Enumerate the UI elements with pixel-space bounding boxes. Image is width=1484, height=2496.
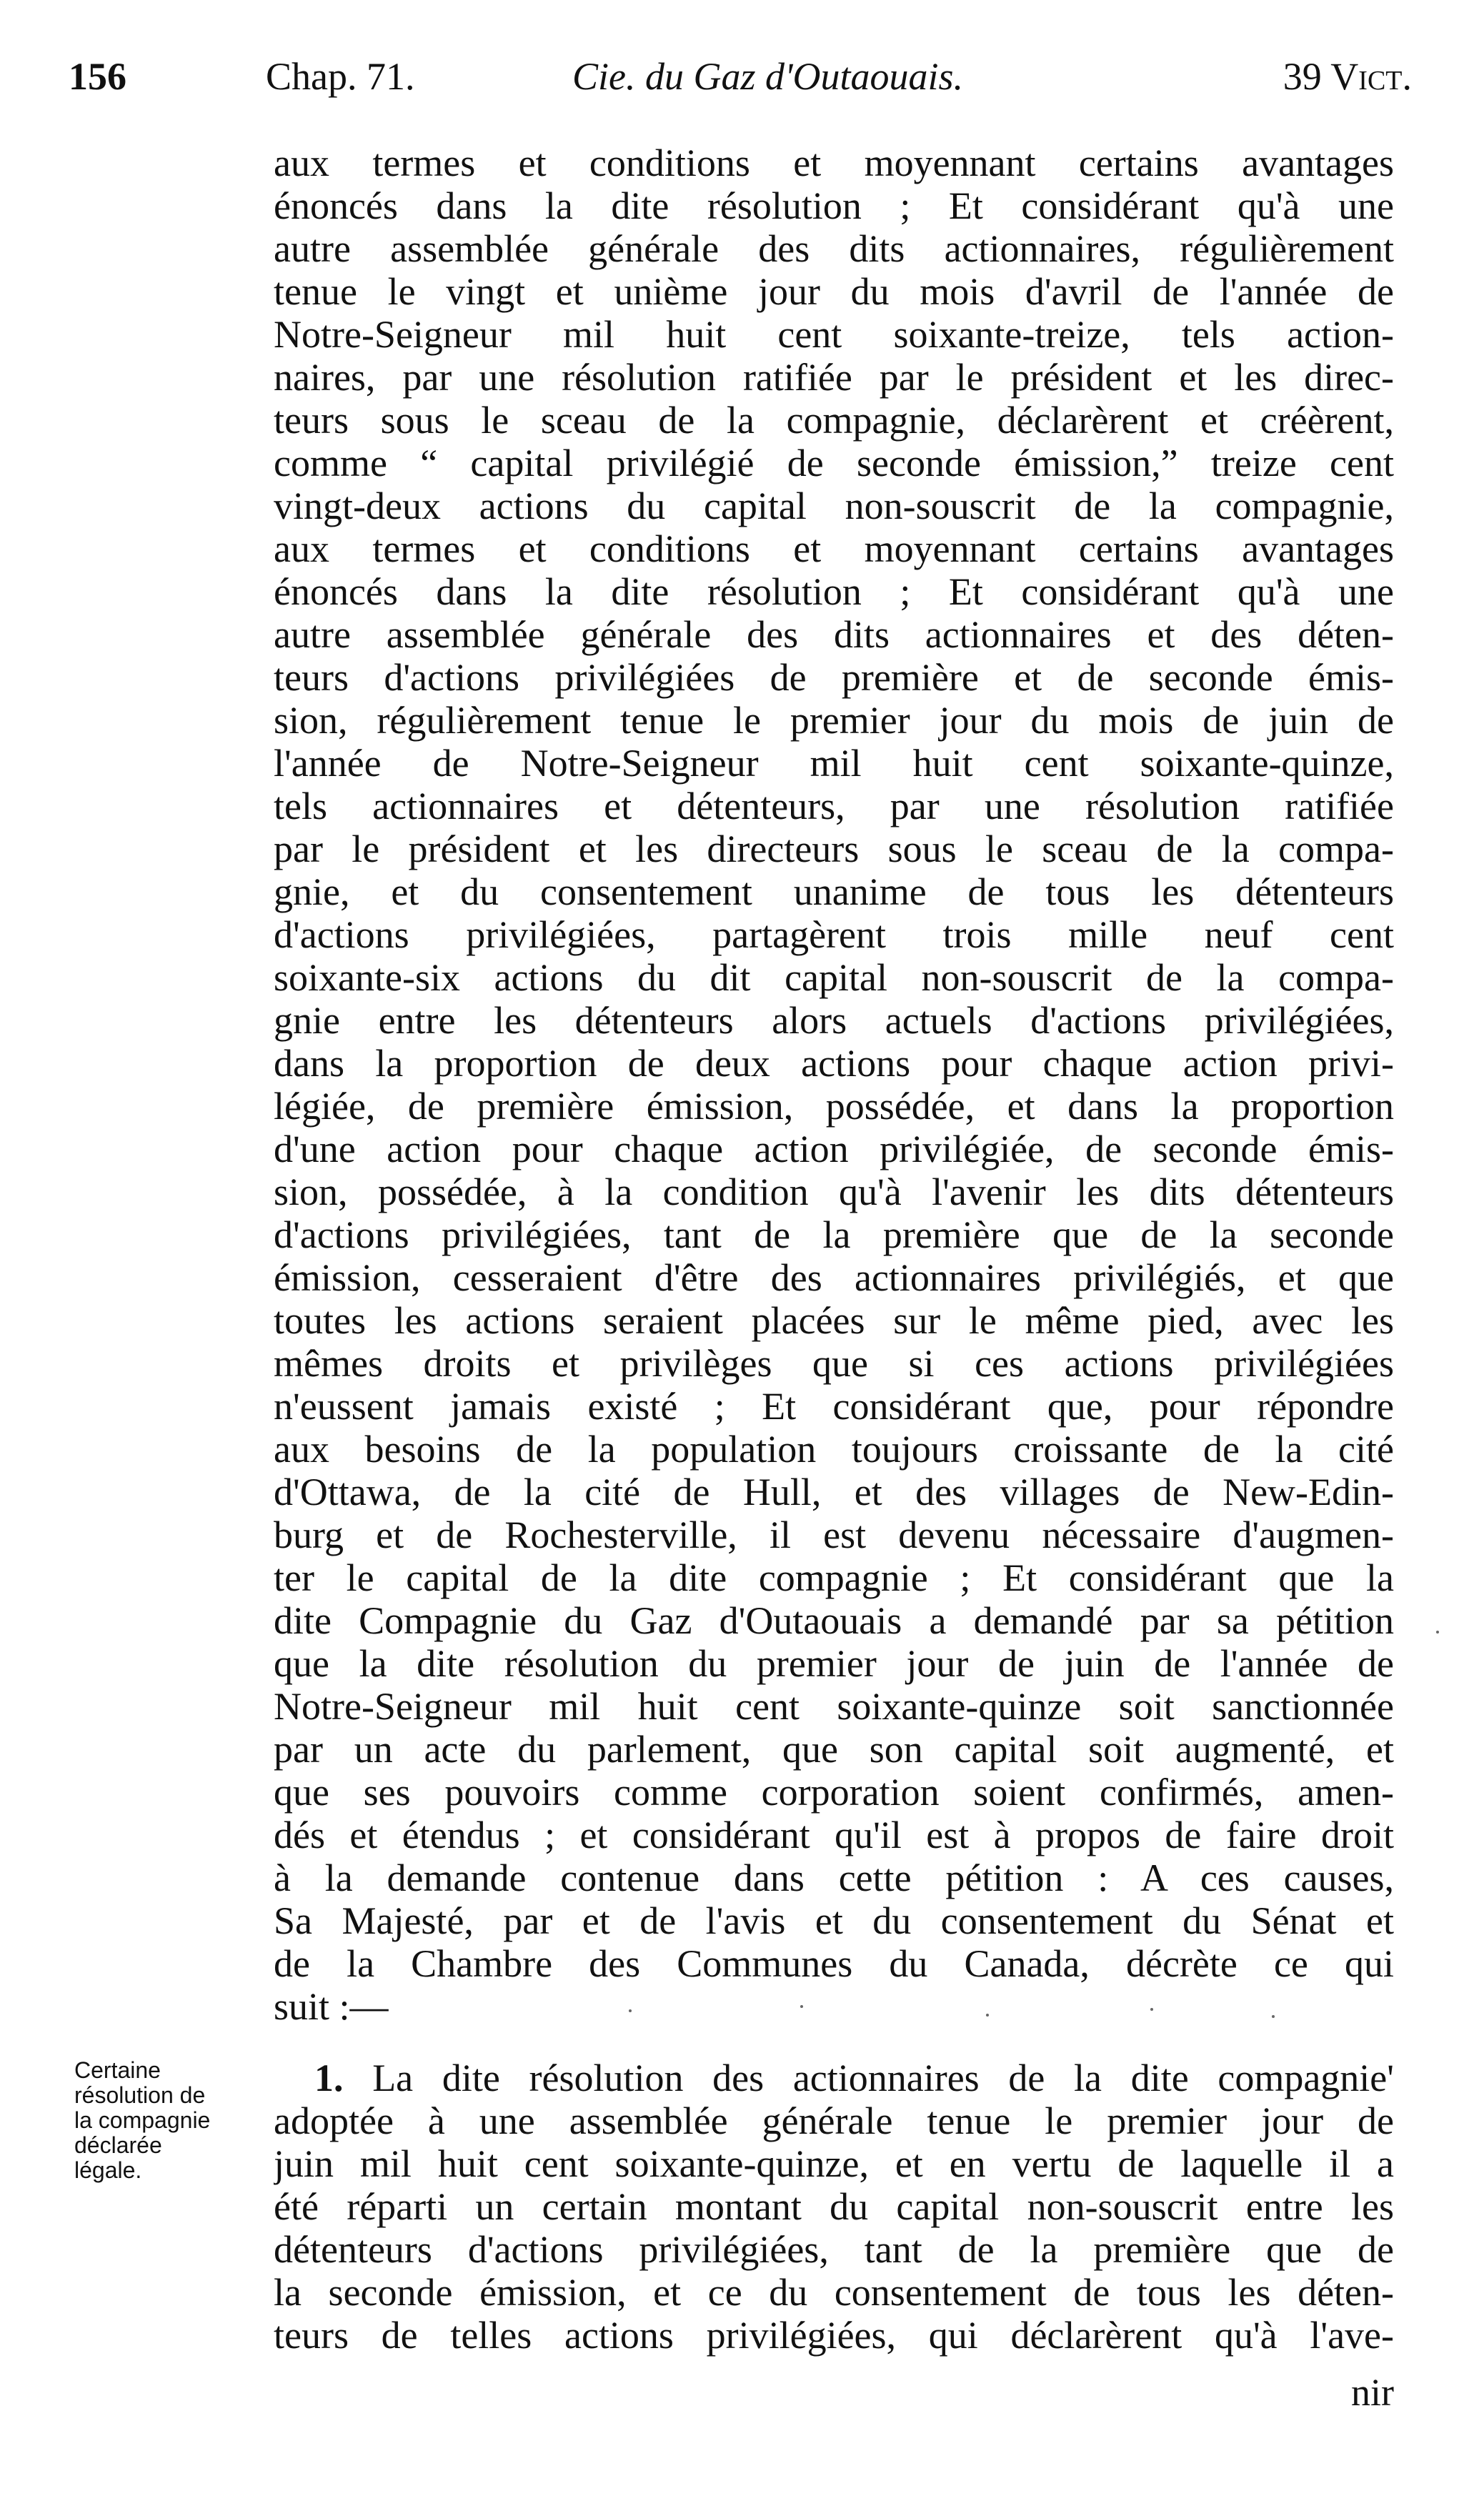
running-header [69,44,1412,109]
section-first-line [314,2057,1394,2099]
preamble-line: l'année de Notre-Seigneur mil huit cent soixante-quinze, [274,742,1394,785]
preamble-line: d'actions privilégiées, partagèrent trois mille neuf cent [274,913,1394,956]
preamble-line: aux termes et conditions et moyennant certains avantages [274,527,1394,570]
preamble-line: énoncés dans la dite résolution ; Et considérant qu'à une [274,570,1394,613]
section-line: teurs de telles actions privilégiées, qui déclarèrent qu'à l'ave- [274,2314,1394,2357]
preamble-line: légiée, de première émission, possédée, et dans la proportion [274,1085,1394,1128]
preamble-line: mêmes droits et privilèges que si ces actions privilégiées [274,1342,1394,1385]
speck [629,2009,632,2012]
margin-note-line: résolution de [74,2082,206,2108]
preamble-line: énoncés dans la dite résolution ; Et considérant qu'à une [274,184,1394,227]
section-line: été réparti un certain montant du capital non-souscrit entre les [274,2185,1394,2228]
preamble-line: toutes les actions seraient placées sur le même pied, avec les [274,1299,1394,1342]
preamble-line: à la demande contenue dans cette pétition : A ces causes, [274,1856,1394,1899]
preamble-line: gnie, et du consentement unanime de tous les détenteurs [274,870,1394,913]
preamble-line: aux termes et conditions et moyennant certains avantages [274,141,1394,184]
preamble-line: dés et étendus ; et considérant qu'il est à propos de faire droit [274,1814,1394,1856]
speck [1272,2015,1275,2018]
section-line: adoptée à une assemblée générale tenue le premier jour de [274,2099,1394,2142]
preamble-line: ter le capital de la dite compagnie ; Et considérant que la [274,1556,1394,1599]
preamble-line: autre assemblée générale des dits actionnaires et des déten- [274,613,1394,656]
preamble-line: tenue le vingt et unième jour du mois d'avril de l'année de [274,270,1394,313]
preamble-line: gnie entre les détenteurs alors actuels d'actions privilégiées, [274,999,1394,1042]
preamble-line: d'une action pour chaque action privilégiée, de seconde émis- [274,1128,1394,1170]
section-line: juin mil huit cent soixante-quinze, et en vertu de laquelle il a [274,2142,1394,2185]
preamble-line: que ses pouvoirs comme corporation soient confirmés, amen- [274,1771,1394,1814]
preamble-line: aux besoins de la population toujours croissante de la cité [274,1428,1394,1471]
page-number: 156 [69,55,126,98]
preamble-line: de la Chambre des Communes du Canada, décrète ce qui [274,1942,1394,1985]
preamble-line: n'eussent jamais existé ; Et considérant que, pour répondre [274,1385,1394,1428]
speck [1150,2008,1153,2011]
preamble-line: émission, cesseraient d'être des actionnaires privilégiés, et que [274,1256,1394,1299]
margin-note-line: déclarée [74,2132,162,2158]
running-title: Cie. du Gaz d'Outaouais. [572,55,964,98]
preamble-line: d'Ottawa, de la cité de Hull, et des villages de New-Edin- [274,1471,1394,1513]
preamble-line: sion, possédée, à la condition qu'à l'avenir les dits détenteurs [274,1170,1394,1213]
preamble-line: burg et de Rochesterville, il est devenu nécessaire d'augmen- [274,1513,1394,1556]
preamble-line: vingt-deux actions du capital non-souscrit de la compagnie, [274,484,1394,527]
preamble-line: Notre-Seigneur mil huit cent soixante-quinze soit sanctionnée [274,1685,1394,1728]
preamble-line: autre assemblée générale des dits actionnaires, régulièrement [274,227,1394,270]
preamble-line: suit :— [274,1985,389,2028]
preamble-line: d'actions privilégiées, tant de la première que de la seconde [274,1213,1394,1256]
margin-note-line: Certaine [74,2057,161,2083]
preamble-line: tels actionnaires et détenteurs, par une résolution ratifiée [274,785,1394,827]
section-number: 1. [314,2057,344,2099]
speck [1436,1631,1439,1634]
margin-note-line: légale. [74,2157,142,2183]
preamble-line: comme “ capital privilégié de seconde émission,” treize cent [274,442,1394,484]
preamble-line: sion, régulièrement tenue le premier jour du mois de juin de [274,699,1394,742]
preamble-line: naires, par une résolution ratifiée par le président et les direc- [274,356,1394,399]
preamble-line: teurs sous le sceau de la compagnie, déclarèrent et créèrent, [274,399,1394,442]
preamble-line: teurs d'actions privilégiées de première et de seconde émis- [274,656,1394,699]
regnal-year: 39 Vict. [1283,55,1412,98]
chapter-label: Chap. 71. [266,55,415,98]
speck [800,2005,803,2008]
preamble-line: Notre-Seigneur mil huit cent soixante-treize, tels action- [274,313,1394,356]
section-first-line-text: La dite résolution des actionnaires de la dite compagnie' [372,2057,1394,2099]
preamble-line: Sa Majesté, par et de l'avis et du consentement du Sénat et [274,1899,1394,1942]
margin-note [74,2058,282,2183]
section-line: la seconde émission, et ce du consentement de tous les déten- [274,2271,1394,2314]
preamble-line: par un acte du parlement, que son capital soit augmenté, et [274,1728,1394,1771]
catchword: nir [1351,2371,1394,2414]
margin-note-line: la compagnie [74,2107,211,2133]
preamble-line: soixante-six actions du dit capital non-souscrit de la compa- [274,956,1394,999]
section-line: détenteurs d'actions privilégiées, tant de la première que de [274,2228,1394,2271]
preamble-line: dite Compagnie du Gaz d'Outaouais a demandé par sa pétition [274,1599,1394,1642]
preamble-line: dans la proportion de deux actions pour chaque action privi- [274,1042,1394,1085]
speck [986,2014,989,2017]
preamble-line: que la dite résolution du premier jour de juin de l'année de [274,1642,1394,1685]
preamble-line: par le président et les directeurs sous le sceau de la compa- [274,827,1394,870]
